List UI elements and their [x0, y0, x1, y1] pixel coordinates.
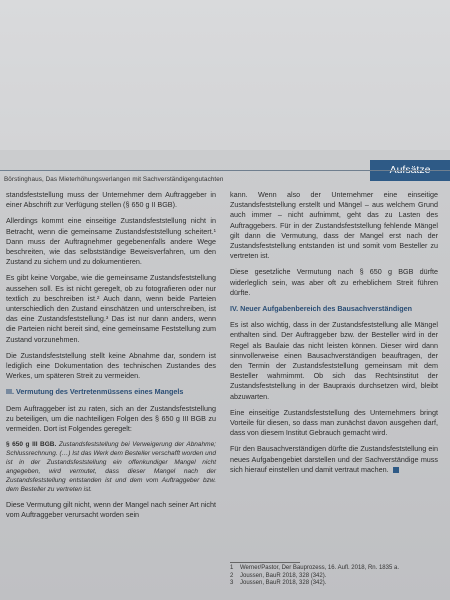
footnote — [230, 573, 440, 581]
end-of-article-mark — [393, 467, 399, 473]
running-title: Börstinghaus, Das Mieterhöhungsverlangen mit Sachverständigengutachten — [4, 176, 224, 183]
paragraph — [230, 444, 438, 475]
footnote-number: 3 — [230, 580, 234, 587]
statute-quote — [6, 440, 216, 494]
footnote-divider — [230, 562, 300, 563]
section-heading: IV. Neuer Aufgabenbereich des Bausachverständigen — [230, 304, 413, 314]
statute-text: Zustandsfeststellung bei Verweigerung der Abnahme; Schlussrechnung. (…) Ist das Werk dem Besteller verschafft worden und ist in der Zustandsfeststellung ein offenkundiger Mangel nicht angegeben, wird vermutet, dass dieser Mangel nach der Zustandsfeststellung entstanden ist und dem vom Auftraggeber bzw. dem Besteller zu vertreten ist. — [6, 441, 216, 494]
blank-top-margin — [0, 0, 450, 150]
paragraph: Es gibt keine Vorgabe, wie die gemeinsame Zustandsfeststellung aussehen soll. Es ist nicht geregelt, ob zu fotografieren oder nur textlich zu beschreiben ist.² Auch dann, wenn beide Parteien unterschiedlich den Zustand einschätzen und unterschreiben, ist das eine Zustandsfeststellung.³ Das ist nur dann anders, wenn die Parteien nicht bereit sind, eine gemeinsame Feststellung zum Zustand vorzunehmen. — [6, 273, 216, 344]
statute-reference: § 650 g III BGB. — [6, 441, 57, 449]
footnote-number: 1 — [230, 565, 234, 571]
footnotes — [230, 565, 440, 588]
section-label: Aufsätze — [370, 160, 450, 181]
left-column — [6, 190, 216, 527]
footnote — [230, 565, 440, 573]
header-divider — [0, 170, 450, 171]
paragraph: kann. Wenn also der Unternehmer eine einseitige Zustandsfeststellung erstellt und Mängel – aus welchem Grund auch immer – nicht aufnimmt, geht das zu Lasten des Auftraggebers. Für in der Zustandsfeststellung fehlende Mängel gilt dann die Vermutung, dass der Mangel erst nach der Zustandsfeststellung entstanden ist und somit vom Besteller zu vertreten ist. — [230, 190, 438, 261]
paragraph: Eine einseitige Zustandsfeststellung des Unternehmers bringt Vorteile für diesen, so dass man zunächst davon ausgehen darf, dass von diesem Institut Gebrauch gemacht wird. — [230, 407, 438, 438]
footnote-text: Joussen, BauR 2018, 328 (342). — [240, 572, 327, 579]
footnote-text: Werner/Pastor, Der Bauprozess, 16. Aufl. 2018, Rn. 1835 a. — [240, 565, 399, 571]
paragraph: Allerdings kommt eine einseitige Zustandsfeststellung nicht in Betracht, wenn die gemeinsame Zustandsfeststellung scheitert.¹ Dann muss der Auftragnehmer gegebenenfalls andere Wege beschreiten, wie das selbstständige Beweisverfahren, um den Zustand zu sichern und zu dokumentieren. — [6, 216, 216, 267]
footnote-text: Joussen, BauR 2018, 328 (342). — [240, 580, 327, 587]
right-column — [230, 190, 438, 481]
paragraph: Die Zustandsfeststellung stellt keine Abnahme dar, sondern ist lediglich eine Dokumentation des technischen Zustandes des Werkes, um späteren Streit zu vermeiden. — [6, 350, 216, 381]
paragraph: Diese gesetzliche Vermutung nach § 650 g BGB dürfte widerleglich sein, was aber oft zu erheblichem Streit führen dürfte. — [230, 267, 438, 297]
paragraph: Dem Auftraggeber ist zu raten, sich an der Zustandsfeststellung zu beteiligen, um die nachteiligen Folgen des § 650 g III BGB zu vermeiden. Dort ist Folgendes geregelt: — [6, 403, 216, 434]
paragraph: standsfeststellung muss der Unternehmer dem Auftraggeber in einer Abschrift zur Verfügung stellen (§ 650 g II BGB). — [6, 190, 216, 210]
footnote-number: 2 — [230, 572, 234, 579]
section-heading: III. Vermutung des Vertretenmüssens eines Mangels — [6, 387, 184, 397]
paragraph: Diese Vermutung gilt nicht, wenn der Mangel nach seiner Art nicht vom Auftraggeber verursacht worden sein — [6, 500, 216, 520]
paragraph-text: Für den Bausachverständigen dürfte die Zustandsfeststellung ein neues Aufgabengebiet darstellen und der Sachverständige muss sich hierauf einstellen und damit vertraut machen. — [230, 444, 438, 474]
footnote — [230, 580, 440, 588]
paragraph: Es ist also wichtig, dass in der Zustandsfeststellung alle Mängel enthalten sind. Der Auftraggeber bzw. der Besteller wird in der Regel als Baulaie das nicht leisten können. Dieser wird dann sinnvollerweise einen Bausachverständigen beauftragen, der den Termin der Zustandsfeststellung gemeinsam mit dem Besteller wahrnimmt. Ob sich das Rechtsinstitut der Zustandsfeststellung in der Baupraxis durchsetzen wird, bleibt abzuwarten. — [230, 320, 438, 401]
